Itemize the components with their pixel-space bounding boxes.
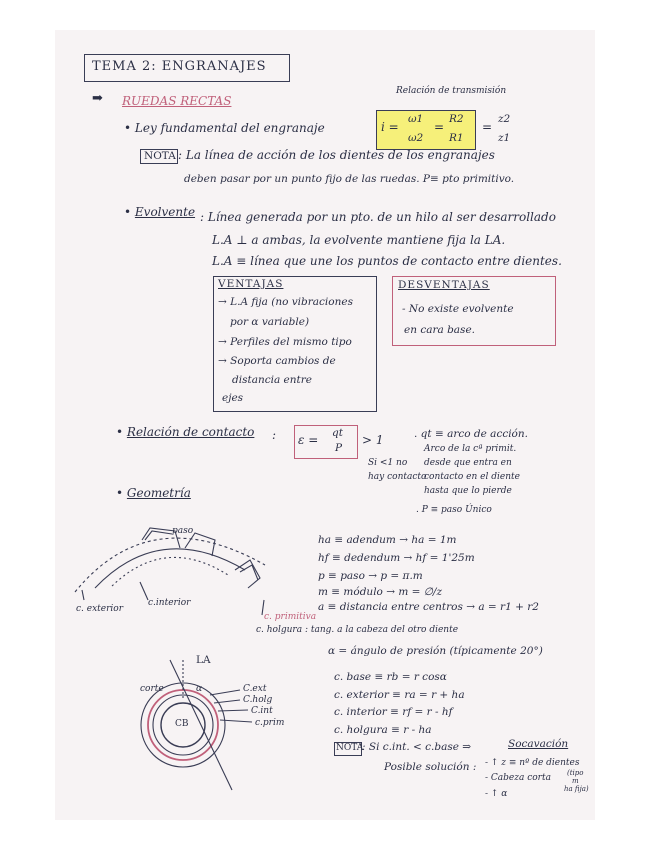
qt-note: desde que entra en: [424, 458, 512, 468]
cint-label: C.int: [251, 706, 273, 716]
socavacion: Socavación: [508, 738, 569, 750]
evolvente-line-2: L.A ⊥ a ambas, la evolvente mantiene fija la LA.: [212, 233, 506, 247]
posible-solucion: Posible solución :: [384, 761, 477, 773]
transmision-note: Relación de transmisión: [396, 86, 507, 96]
contacto-si: Si <1 no: [368, 458, 408, 468]
evolvente-label: • Evolvente: [124, 205, 196, 219]
contacto-gt: > 1: [362, 433, 384, 447]
formula-w1: ω1: [408, 113, 424, 125]
arrow-right-icon: ➡: [92, 91, 103, 106]
contacto-colon: :: [272, 428, 277, 442]
geometria-label: • Geometría: [116, 486, 191, 500]
geo-def: p ≡ paso → p = π.m: [318, 570, 423, 582]
formula-z1: z1: [498, 132, 511, 144]
circle-def: c. base ≡ rb = r cosα: [334, 671, 447, 683]
la-label: LA: [196, 654, 211, 666]
solution-note: m: [572, 777, 579, 785]
nota2-text: : Si c.int. < c.base ⇒: [362, 741, 472, 753]
evolvente-line-3: L.A ≡ línea que une los puntos de contacto entre dientes.: [212, 254, 562, 268]
formula-z2: z2: [498, 113, 511, 125]
interior-circle-arc: [112, 557, 228, 586]
section-heading: RUEDAS RECTAS: [122, 94, 232, 108]
solution-note: (tipo: [567, 769, 584, 777]
desventajas-item: - No existe evolvente: [402, 303, 514, 315]
nota-label: NOTA: [144, 150, 176, 162]
solution-item: - Cabeza corta: [485, 773, 551, 783]
formula-eq-1: =: [434, 120, 445, 134]
evolvente-line-1: : Línea generada por un pto. de un hilo al ser desarrollado: [200, 210, 556, 224]
gear-tooth: [185, 533, 215, 556]
qt-note: Arco de la cª primit.: [424, 444, 517, 454]
ventajas-item: ejes: [222, 392, 244, 404]
circle-def: c. exterior ≡ ra = r + ha: [334, 689, 465, 701]
ventajas-item: → Soporta cambios de: [218, 355, 336, 367]
formula-w2: ω2: [408, 132, 424, 144]
corte-label: corte: [140, 684, 164, 694]
solution-note: ha fija): [564, 785, 589, 793]
contacto-label: • Relación de contacto: [116, 425, 255, 439]
gear-tooth: [235, 560, 260, 588]
ventajas-item: → Perfiles del mismo tipo: [218, 336, 352, 348]
ventajas-item: por α variable): [230, 316, 310, 328]
alpha-def: α = ángulo de presión (típicamente 20°): [328, 645, 543, 657]
contacto-num: qt: [332, 427, 343, 439]
ventajas-title: VENTAJAS: [218, 278, 284, 290]
c-primitiva-label: c. primitiva: [264, 612, 317, 622]
geo-def: hf ≡ dedendum → hf = 1'25m: [318, 552, 475, 564]
ley-label: • Ley fundamental del engranaje: [124, 121, 325, 135]
alpha-label: α: [196, 684, 203, 694]
ventajas-item: → L.A fija (no vibraciones: [218, 296, 353, 308]
geo-def: ha ≡ adendum → ha = 1m: [318, 534, 457, 546]
desventajas-title: DESVENTAJAS: [398, 279, 490, 291]
desventajas-item: en cara base.: [404, 324, 475, 336]
solution-item: - ↑ z ≡ nº de dientes: [485, 758, 580, 768]
nota-line-2: deben pasar por un punto fijo de las ruedas. P≡ pto primitivo.: [184, 173, 515, 185]
formula-r2: R2: [449, 113, 464, 125]
c-exterior-label: c. exterior: [76, 604, 124, 614]
formula-i: i =: [381, 120, 399, 134]
qt-note: hasta que lo pierde: [424, 486, 512, 496]
cb-label: CB: [175, 719, 189, 729]
qt-note: contacto en el diente: [424, 472, 520, 482]
c-interior-label: c.interior: [148, 598, 191, 608]
contacto-si2: hay contacto: [368, 472, 427, 482]
geo-def: m ≡ módulo → m = ∅/z: [318, 586, 442, 598]
ventajas-item: distancia entre: [232, 374, 312, 386]
solution-item: - ↑ α: [485, 789, 508, 799]
cext-label: C.ext: [243, 684, 267, 694]
contacto-eps: ε =: [298, 433, 319, 447]
paso-unico: . P ≡ paso Único: [416, 505, 492, 515]
circle-def: c. holgura ≡ r - ha: [334, 724, 432, 736]
formula-eq-2: =: [482, 120, 493, 134]
chg-label: C.holg: [243, 695, 273, 705]
circle-def: c. interior ≡ rf = r - hf: [334, 706, 453, 718]
cprim-label: c.prim: [255, 718, 285, 728]
nota2-label: NOTA: [336, 743, 364, 753]
paso-label: paso: [172, 526, 194, 536]
qt-def: . qt ≡ arco de acción.: [414, 428, 528, 440]
holgura-line: c. holgura : tang. a la cabeza del otro diente: [256, 625, 459, 635]
formula-r1: R1: [449, 132, 464, 144]
nota-line-1: : La línea de acción de los dientes de los engranajes: [178, 148, 495, 162]
geo-def: a ≡ distancia entre centros → a = r1 + r2: [318, 601, 539, 613]
page-title: TEMA 2: ENGRANAJES: [92, 59, 267, 74]
contacto-den: P: [335, 442, 343, 454]
